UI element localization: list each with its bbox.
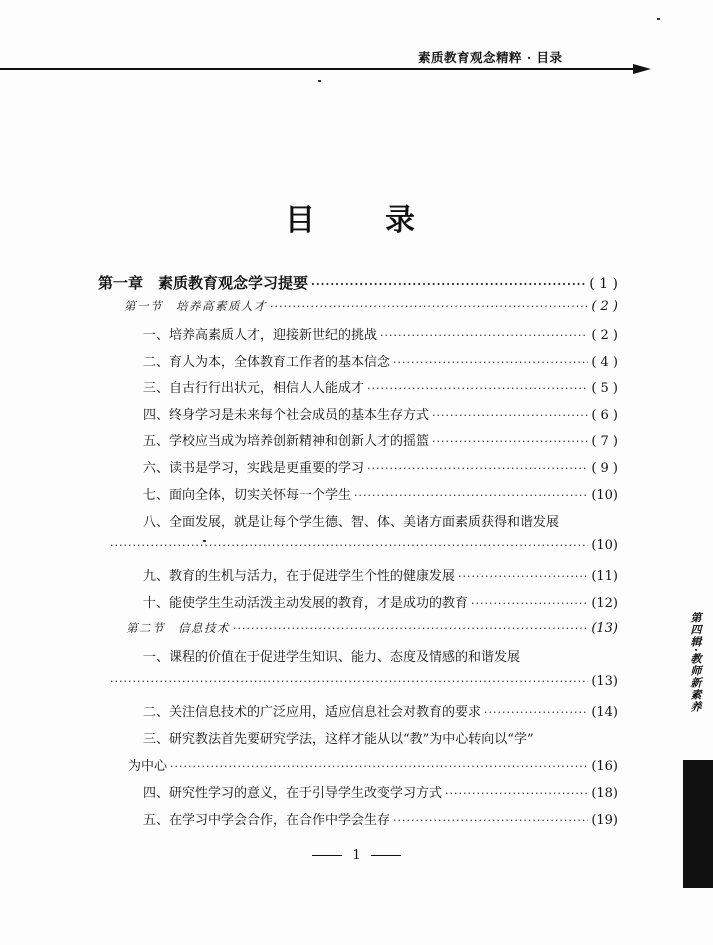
header-rule [0, 68, 635, 70]
toc-page-number: ( 2 ) [591, 299, 618, 314]
toc-item-row[interactable] [143, 351, 618, 370]
side-tab-label: 第四辑·教师新素养 [689, 612, 702, 713]
toc-item-row[interactable] [143, 324, 618, 343]
scan-speck [318, 80, 321, 82]
toc-page-number: (14) [591, 705, 618, 720]
toc-continuation-row[interactable] [128, 755, 618, 774]
toc-page-number: (16) [591, 759, 618, 774]
dot-leader [432, 435, 588, 448]
toc-entry-title: 十、能使学生生动活泼主动发展的教育，才是成功的教育 [143, 596, 469, 611]
toc-page-number: ( 6 ) [591, 408, 618, 423]
toc-entry-title: 六、读书是学习，实践是更重要的学习 [143, 461, 365, 476]
toc-page-number: (12) [591, 596, 618, 611]
footer-dash [371, 855, 401, 856]
toc-entry-title: 第一章 素质教育观念学习提要 [98, 274, 309, 292]
toc-item-row[interactable] [143, 701, 618, 720]
toc-entry-title: 四、终身学习是未来每个社会成员的基本生存方式 [143, 408, 430, 423]
toc-page-number: ( 9 ) [591, 461, 618, 476]
toc-page-number: (10) [591, 538, 618, 553]
toc-item-row[interactable] [143, 457, 618, 476]
dot-leader [393, 814, 588, 827]
toc-page-number: ( 4 ) [591, 355, 618, 370]
toc-page-number: (19) [591, 813, 618, 828]
dot-leader [170, 760, 588, 773]
toc-page-number: (11) [591, 569, 618, 584]
toc-entry-title: 第二节 信息技术 [126, 621, 230, 635]
footer-dash [312, 855, 342, 856]
toc-entry-title: 五、在学习中学会合作，在合作中学会生存 [143, 813, 391, 828]
toc-item-row[interactable] [143, 404, 618, 423]
toc-wrapped-leader-row[interactable] [110, 538, 618, 553]
toc-wrapped-title[interactable]: 一、课程的价值在于促进学生知识、能力、态度及情感的和谐发展 [143, 650, 521, 665]
toc-chapter-row[interactable] [98, 272, 618, 293]
toc-wrapped-title[interactable]: 三、研究教法首先要研究学法，这样才能从以“教”为中心转向以“学” [143, 732, 534, 747]
toc-item-row[interactable] [143, 782, 618, 801]
dot-leader [367, 382, 588, 395]
toc-item-row[interactable] [143, 377, 618, 396]
dot-leader [270, 300, 588, 313]
toc-page-number: (13) [591, 674, 618, 689]
toc-page-number: ( 1 ) [589, 276, 618, 292]
toc-item-row[interactable] [143, 565, 618, 584]
toc-item-row[interactable] [143, 809, 618, 828]
dot-leader [311, 278, 586, 291]
scan-speck [657, 18, 660, 20]
dot-leader [393, 356, 588, 369]
page-number-footer [0, 848, 713, 863]
arrow-icon [633, 64, 651, 74]
scan-speck [203, 540, 206, 542]
toc-entry-title: 九、教育的生机与活力，在于促进学生个性的健康发展 [143, 569, 456, 584]
dot-leader [354, 489, 588, 502]
page-number: 1 [352, 848, 361, 863]
toc-entry-title: 二、育人为本，全体教育工作者的基本信念 [143, 355, 391, 370]
dot-leader [233, 622, 588, 635]
toc-entry-title: 七、面向全体，切实关怀每一个学生 [143, 488, 352, 503]
dot-leader [367, 462, 588, 475]
toc-wrapped-title[interactable]: 八、全面发展，就是让每个学生德、智、体、美诸方面素质获得和谐发展 [143, 515, 560, 530]
toc-page-number: ( 5 ) [591, 381, 618, 396]
toc-wrapped-leader-row[interactable] [110, 674, 618, 689]
toc-page-number: ( 7 ) [591, 434, 618, 449]
toc-section-row[interactable] [126, 620, 618, 636]
page-title: 目录 [285, 203, 485, 238]
toc-item-row[interactable] [143, 430, 618, 449]
toc-section-row[interactable] [124, 298, 618, 314]
side-tab-bar [683, 760, 713, 888]
toc-entry-continuation: 为中心 [128, 759, 168, 774]
toc-page-number: (18) [591, 786, 618, 801]
header-title: 素质教育观念精粹 · 目录 [418, 50, 563, 65]
dot-leader [484, 706, 588, 719]
toc-item-row[interactable] [143, 592, 618, 611]
toc-entry-title: 二、关注信息技术的广泛应用，适应信息社会对教育的要求 [143, 705, 482, 720]
toc-item-row[interactable] [143, 484, 618, 503]
dot-leader [110, 675, 588, 688]
toc-entry-title: 第一节 培养高素质人才 [124, 299, 267, 313]
dot-leader [445, 787, 588, 800]
dot-leader [380, 329, 588, 342]
toc-entry-title: 四、研究性学习的意义，在于引导学生改变学习方式 [143, 786, 443, 801]
dot-leader [432, 409, 588, 422]
toc-entry-title: 五、学校应当成为培养创新精神和创新人才的摇篮 [143, 434, 430, 449]
toc-entry-title: 三、自古行行出状元，相信人人能成才 [143, 381, 365, 396]
dot-leader [458, 570, 588, 583]
toc-page-number: ( 2 ) [591, 328, 618, 343]
dot-leader [471, 597, 588, 610]
toc-page-number: (10) [591, 488, 618, 503]
dot-leader [110, 539, 588, 552]
toc-page-number: (13) [591, 621, 618, 636]
toc-entry-title: 一、培养高素质人才，迎接新世纪的挑战 [143, 328, 378, 343]
